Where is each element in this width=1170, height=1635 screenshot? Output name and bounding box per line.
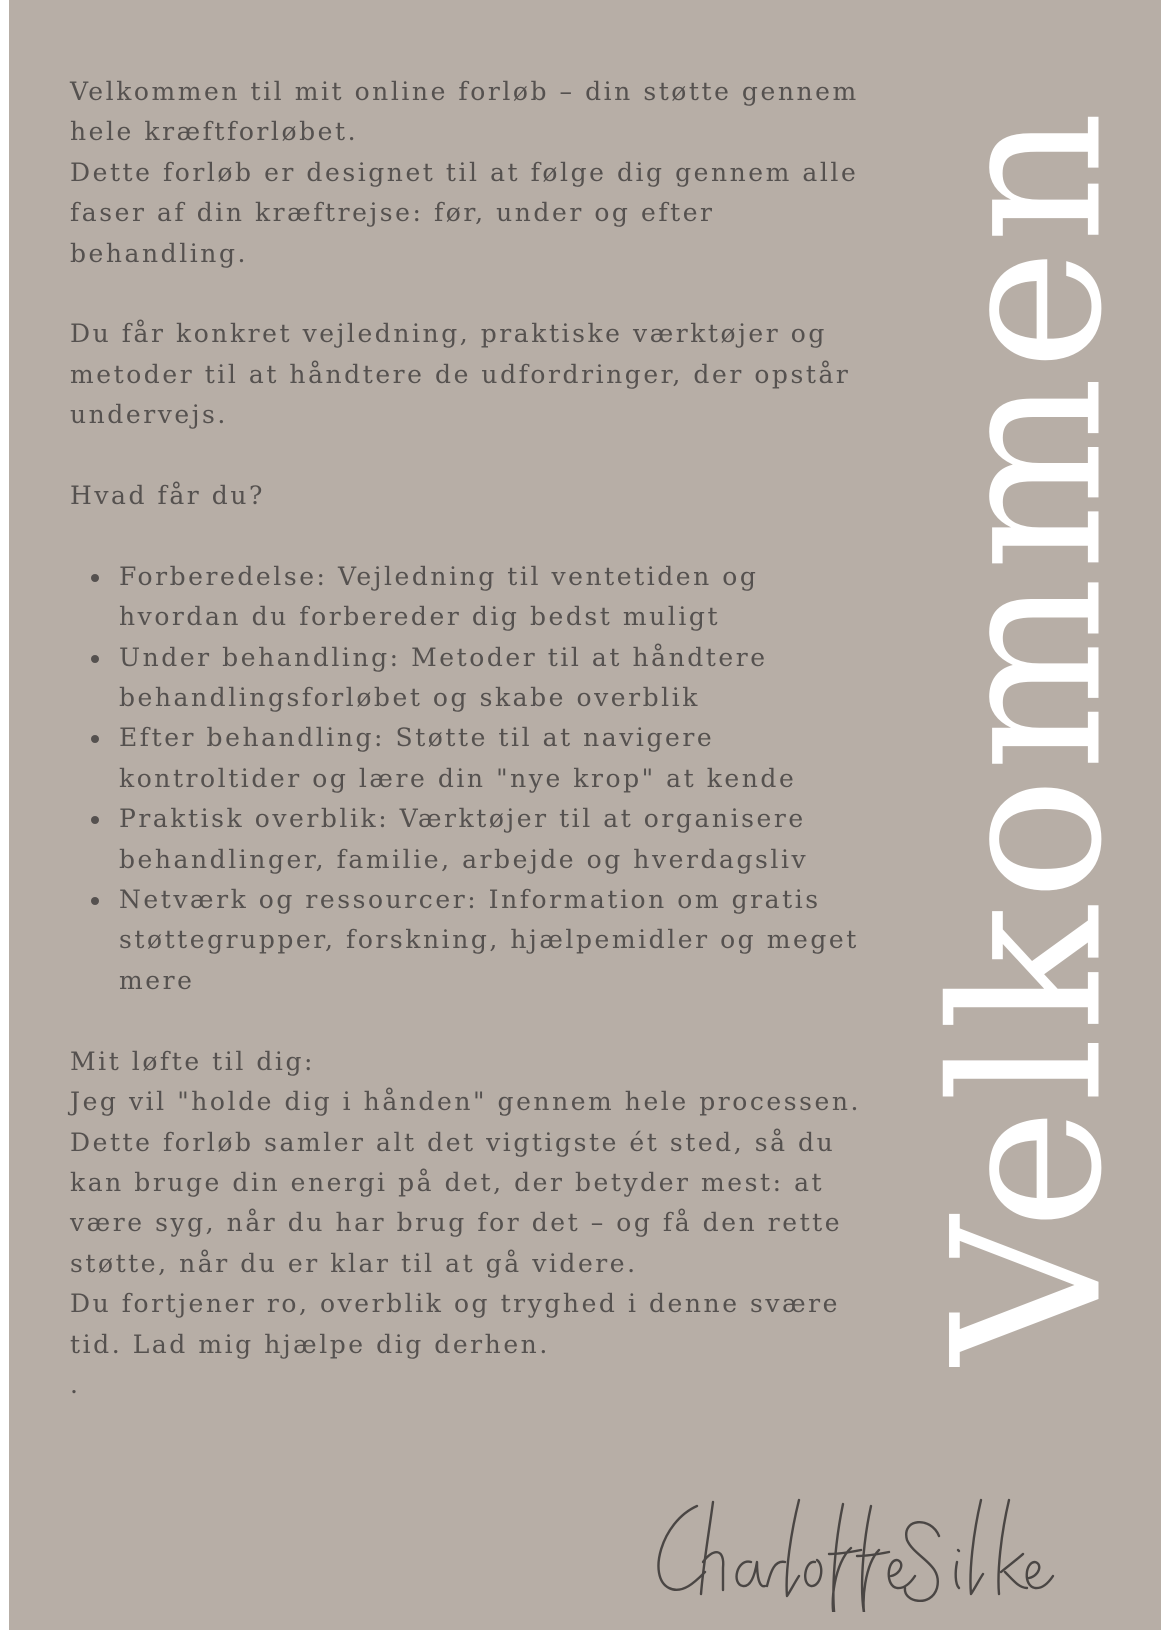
benefits-heading: Hvad får du? — [70, 481, 265, 511]
intro-line-2: Dette forløb er designet til at følge dig gennem alle faser af din kræftrejse: før, under og efter behandling. — [70, 157, 859, 268]
welcome-card — [9, 0, 1161, 1630]
intro-line-1: Velkommen til mit online forløb – din støtte gennem hele kræftforløbet. — [70, 77, 859, 147]
list-item: Praktisk overblik: Værktøjer til at organisere behandlinger, familie, arbejde og hverdagsliv — [119, 799, 870, 880]
promise-text: Jeg vil "holde dig i hånden" gennem hele processen. Dette forløb samler alt det vigtigste ét sted, så du kan bruge din energi på det, der betyder mest: at være syg, når du har brug for det – og få den rette støtte, når du er klar til at gå videre. — [70, 1087, 861, 1278]
list-item: Under behandling: Metoder til at håndtere behandlingsforløbet og skabe overblik — [119, 638, 870, 719]
vertical-title: Velkommen — [909, 105, 1148, 1365]
signature — [639, 1492, 1099, 1612]
guidance-paragraph: Du får konkret vejledning, praktiske værktøjer og metoder til at håndtere de udfordringer, der opstår undervejs. — [70, 319, 851, 430]
list-item: Efter behandling: Støtte til at navigere kontroltider og lære din "nye krop" at kende — [119, 718, 870, 799]
body-text — [70, 72, 870, 1405]
list-item: Netværk og ressourcer: Information om gratis støttegrupper, forskning, hjælpemidler og meget mere — [119, 880, 870, 1001]
benefits-list — [70, 557, 870, 1001]
list-item: Forberedelse: Vejledning til ventetiden og hvordan du forbereder dig bedst muligt — [119, 557, 870, 638]
closing-text: Du fortjener ro, overblik og tryghed i denne svære tid. Lad mig hjælpe dig derhen. — [70, 1289, 840, 1359]
promise-heading: Mit løfte til dig: — [70, 1046, 315, 1076]
trailing-mark: . — [70, 1369, 81, 1399]
